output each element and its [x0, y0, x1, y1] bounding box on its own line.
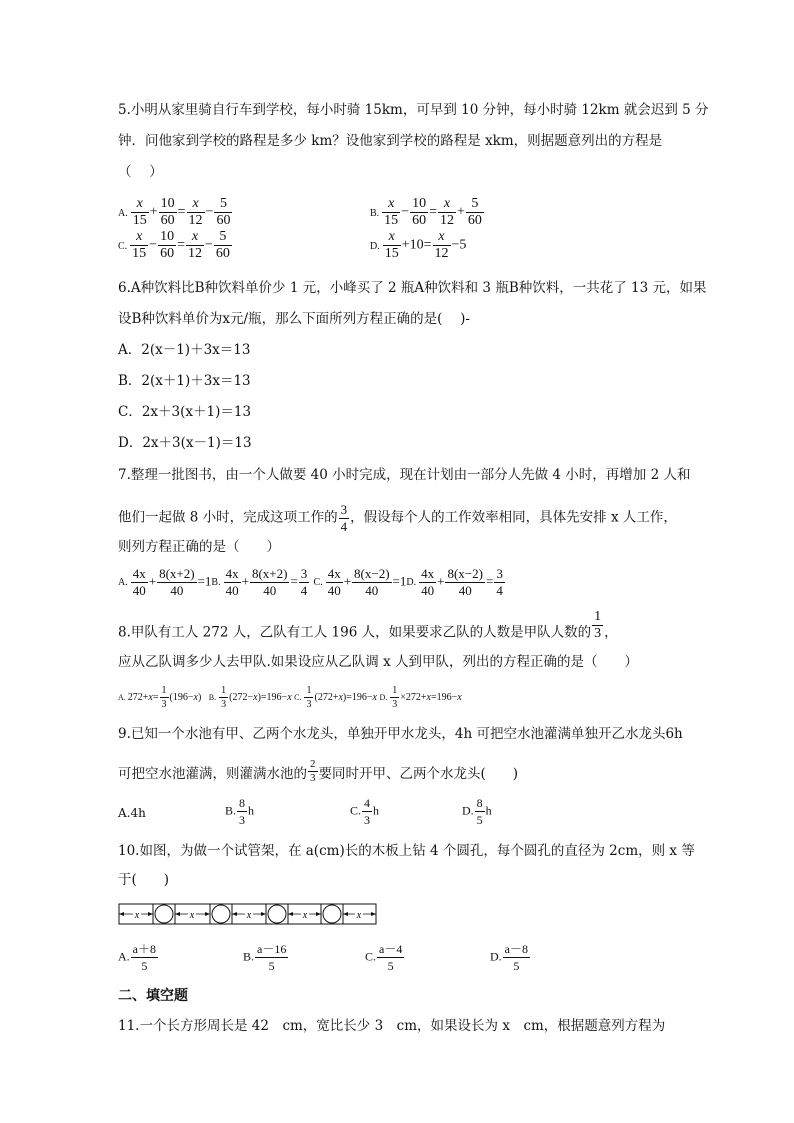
q9-option-d: D. $\frac{8}{5}$ h: [462, 796, 492, 827]
hole-2: [212, 905, 230, 923]
q10-option-a: A. $\frac{a+8}{5}$: [118, 942, 156, 973]
q5-line1: 5.小明从家里骑自行车到学校，每小时骑 15km，可早到 10 分钟，每小时骑 12km 就会迟到 5 分: [118, 102, 709, 118]
q9-option-c: C. $\frac{4}{3}$ h: [350, 796, 380, 827]
q8-line1: 8.甲队有工人 272 人，乙队有工人 196 人，如果要求乙队的人数是甲队人数的 $\frac{1}{3}$ ，: [118, 609, 618, 641]
q8-options: A. 272+x= $\frac{1}{3}$ (196−x) B. $\frac{1}{3}$ (272−x)=196−x C. $\frac{1}{3}$ (272+x)=196−x D. $\frac{1}{3}$ ×272+x=196−x: [118, 685, 462, 710]
q5-option-d: D. $\frac{x}{15}$ +10= $\frac{x}{12}$ −5: [370, 229, 467, 261]
q10-option-b: B. $\frac{a-16}{5}$: [243, 942, 287, 973]
hole-4: [323, 905, 341, 923]
q7-line3: 则列方程正确的是（ ）: [118, 539, 280, 555]
q5-option-b: B. $\frac{x}{15}$ − $\frac{10}{60}$ = $\frac{x}{12}$ + $\frac{5}{60}$: [370, 196, 482, 228]
q10-line2: 于( ): [118, 872, 170, 888]
diagram-x-label-3: x: [246, 910, 252, 921]
q9-option-a: A.4h: [118, 806, 146, 820]
q7-line2: 他们一起做 8 小时，完成这项工作的 $\frac{3}{4}$ ，假设每个人的工作效率相同，具体先安排 x 人工作，: [118, 502, 677, 534]
q6-line2: 设B种饮料单价为x元/瓶，那么下面所列方程正确的是( )-: [118, 311, 470, 327]
q9-line2: 可把空水池灌满，则灌满水池的 $^{\frac{2}{3}}$ 要同时开甲、乙两个水龙头( ): [118, 758, 519, 784]
q6-option-c: C．2x＋3(x＋1)＝13: [118, 404, 252, 420]
q9-fraction: 2 3: [310, 758, 316, 784]
q7-fraction: $\frac{3}{4}$: [340, 502, 348, 534]
q6-option-d: D．2x＋3(x－1)＝13: [118, 435, 252, 451]
diagram-x-label-2: x: [189, 910, 195, 921]
q6-option-a: A．2(x－1)＋3x＝13: [118, 342, 251, 358]
q11-line1: 11.一个长方形周长是 42 cm，宽比长少 3 cm，如果设长为 x cm，根据题意列方程为: [118, 1018, 666, 1034]
q5-line2: 钟．问他家到学校的路程是多少 km？设他家到学校的路程是 xkm，则据题意列出的方程是: [118, 133, 663, 149]
q7-line1: 7.整理一批图书，由一个人做要 40 小时完成，现在计划由一部分人先做 4 小时，再增加 2 人和: [118, 467, 691, 483]
hole-1: [155, 905, 173, 923]
q8-line2: 应从乙队调多少人去甲队.如果设应从乙队调 x 人到甲队，列出的方程正确的是（ ）: [118, 654, 638, 670]
test-tube-rack-diagram: [118, 903, 378, 925]
q6-line1: 6.A种饮料比B种饮料单价少 1 元，小峰买了 2 瓶A种饮料和 3 瓶B种饮料，一共花了 13 元，如果: [118, 280, 707, 296]
q9-line1: 9.已知一个水池有甲、乙两个水龙头，单独开甲水龙头，4h 可把空水池灌满单独开乙水龙头6h: [118, 726, 683, 742]
q5-option-a: A. $\frac{x}{15}$ + $\frac{10}{60}$ = $\frac{x}{12}$ − $\frac{5}{60}$: [118, 196, 231, 228]
q5-line3: （ ）: [118, 164, 163, 180]
diagram-x-label-4: x: [302, 910, 308, 921]
q10-option-c: C. $\frac{a-4}{5}$: [365, 942, 403, 973]
q10-line1: 10.如图，为做一个试管架，在 a(cm)长的木板上钻 4 个圆孔，每个圆孔的直径为 2cm，则 x 等: [118, 843, 695, 859]
diagram-x-label-5: x: [356, 910, 362, 921]
q6-option-b: B．2(x＋1)＋3x＝13: [118, 373, 251, 389]
q8-fraction: $\frac{1}{3}$: [594, 609, 602, 641]
diagram-x-label-1: x: [134, 910, 140, 921]
q9-option-b: B. $\frac{8}{3}$ h: [225, 796, 255, 827]
q7-options: A. $\frac{4x}{40}$ + $\frac{8(x+2)}{40}$ =1B. $\frac{4x}{40}$ + $\frac{8(x+2)}{40}$ = $\frac{3}{4}$ C. $\frac{4x}{40}$ + $\frac{8(x-2)}{40}$ =1D. $\frac{4x}{40}$ + $\frac{8(x-2)}{40}$ = $\frac{3}{4}$: [118, 566, 503, 598]
q10-option-d: D. $\frac{a-8}{5}$: [490, 942, 528, 973]
q5-option-c: C. $\frac{x}{15}$ − $\frac{10}{60}$ = $\frac{x}{12}$ − $\frac{5}{60}$: [118, 229, 230, 261]
hole-3: [268, 905, 286, 923]
section-title-fill-in: 二、填空题: [118, 988, 188, 1004]
